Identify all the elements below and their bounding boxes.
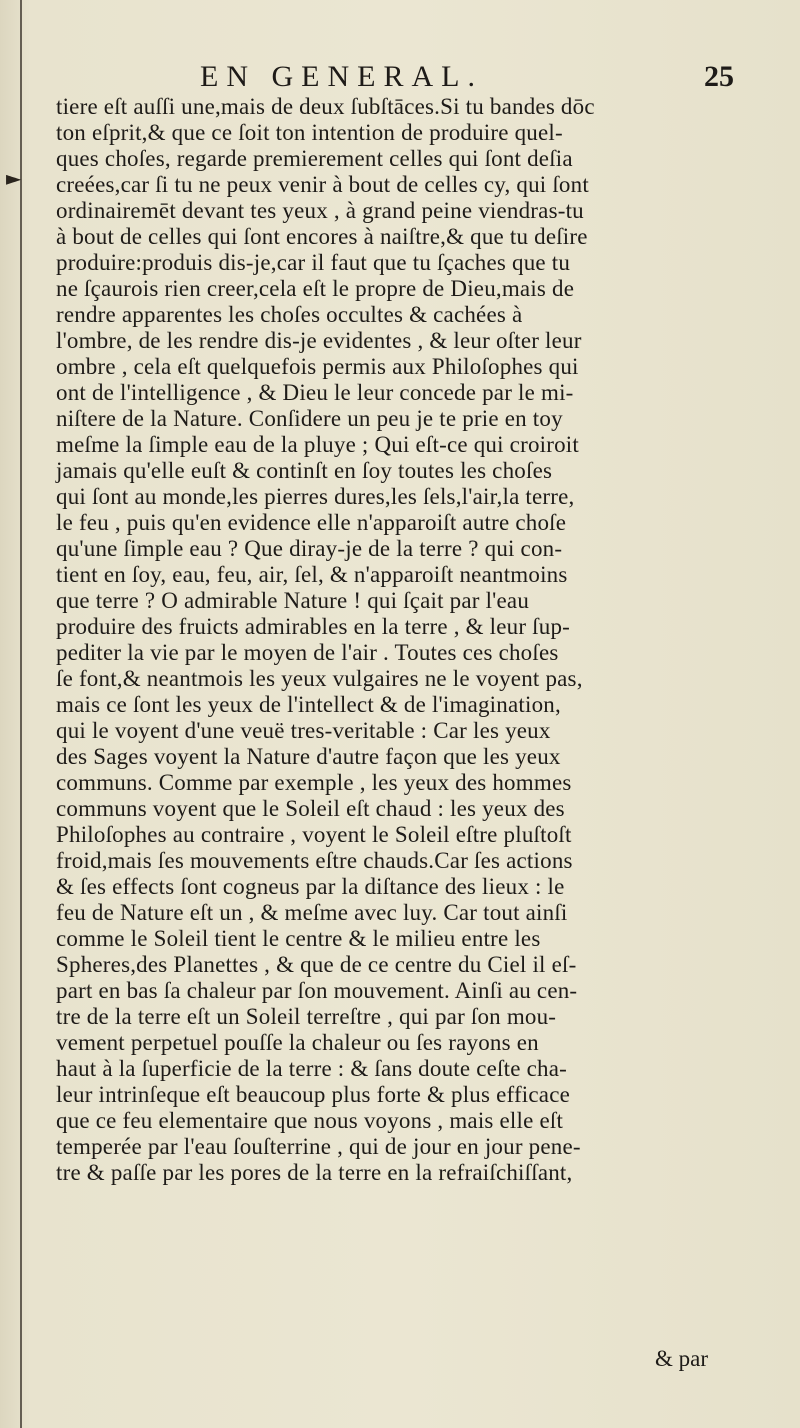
text-line: mais ce ſont les yeux de l'intellect & de l'imagination, — [56, 692, 561, 717]
text-line: produire:produis dis-je,car il faut que tu ſçaches que tu — [56, 250, 571, 275]
text-line: vement perpetuel pouſſe la chaleur ou ſes rayons en — [56, 1030, 539, 1055]
text-line: ques choſes, regarde premierement celles qui ſont deſia — [56, 146, 573, 171]
binding-edge — [20, 0, 22, 1428]
catchword: & par — [654, 1346, 708, 1371]
text-line: que terre ? O admirable Nature ! qui ſçait par l'eau — [56, 588, 530, 613]
text-line: ombre , cela eſt quelquefois permis aux Philoſophes qui — [56, 354, 579, 379]
text-line: meſme la ſimple eau de la pluye ; Qui eſt-ce qui croiroit — [56, 432, 579, 457]
text-line: que ce feu elementaire que nous voyons , mais elle eſt — [56, 1108, 564, 1133]
text-line: niſtere de la Nature. Conſidere un peu je te prie en toy — [56, 406, 563, 431]
page-number: 25 — [704, 60, 734, 93]
text-line: ont de l'intelligence , & Dieu le leur concede par le mi- — [56, 380, 574, 405]
text-line: ordinairemēt devant tes yeux , à grand peine viendras-tu — [56, 198, 584, 223]
text-line: comme le Soleil tient le centre & le milieu entre les — [56, 926, 541, 951]
margin-pointer-icon: ► — [6, 166, 22, 190]
text-line: communs. Comme par exemple , les yeux des hommes — [56, 770, 572, 795]
text-line: ne ſçaurois rien creer,cela eſt le propre de Dieu,mais de — [56, 276, 575, 301]
text-line: ſe font,& neantmois les yeux vulgaires ne le voyent pas, — [56, 666, 583, 691]
text-line: leur intrinſeque eſt beaucoup plus forte & plus efficace — [56, 1082, 571, 1107]
text-line: Spheres,des Planettes , & que de ce centre du Ciel il eſ- — [56, 952, 577, 977]
text-line: l'ombre, de les rendre dis-je evidentes , & leur oſter leur — [56, 328, 582, 353]
text-line: tient en ſoy, eau, feu, air, ſel, & n'apparoiſt neantmoins — [56, 562, 568, 587]
text-line: Philoſophes au contraire , voyent le Soleil eſtre pluſtoſt — [56, 822, 572, 847]
text-line: qui ſont au monde,les pierres dures,les ſels,l'air,la terre, — [56, 484, 575, 509]
text-line: qu'une ſimple eau ? Que diray-je de la terre ? qui con- — [56, 536, 563, 561]
text-line: communs voyent que le Soleil eſt chaud : les yeux des — [56, 796, 565, 821]
text-line: produire des fruicts admirables en la terre , & leur ſup- — [56, 614, 571, 639]
text-line: part en bas ſa chaleur par ſon mouvement. Ainſi au cen- — [56, 978, 578, 1003]
text-line: pediter la vie par le moyen de l'air . Toutes ces choſes — [56, 640, 559, 665]
text-line: rendre apparentes les choſes occultes & cachées à — [56, 302, 523, 327]
text-line: le feu , puis qu'en evidence elle n'apparoiſt autre choſe — [56, 510, 567, 535]
text-line: haut à la ſuperficie de la terre : & ſans doute ceſte cha- — [56, 1056, 567, 1081]
text-line: des Sages voyent la Nature d'autre façon que les yeux — [56, 744, 561, 769]
text-line: ton eſprit,& que ce ſoit ton intention de produire quel- — [56, 120, 563, 145]
text-line: feu de Nature eſt un , & meſme avec luy. Car tout ainſi — [56, 900, 568, 925]
text-line: jamais qu'elle euſt & continſt en ſoy toutes les choſes — [56, 458, 553, 483]
text-line: tiere eſt auſſi une,mais de deux ſubſtāces.Si tu bandes dōc — [56, 94, 595, 119]
text-line: tre de la terre eſt un Soleil terreſtre , qui par ſon mou- — [56, 1004, 557, 1029]
text-line: tre & paſſe par les pores de la terre en la refraiſchiſſant, — [56, 1160, 573, 1185]
body-text — [56, 94, 716, 1186]
text-line: à bout de celles qui ſont encores à naiſtre,& que tu deſire — [56, 224, 588, 249]
text-line: froid,mais ſes mouvements eſtre chauds.Car ſes actions — [56, 848, 573, 873]
text-line: creées,car ſi tu ne peux venir à bout de celles cy, qui ſont — [56, 172, 589, 197]
text-line: temperée par l'eau ſouſterrine , qui de jour en jour pene- — [56, 1134, 581, 1159]
running-title: EN GENERAL. — [200, 60, 483, 93]
text-line: & ſes effects ſont cogneus par la diſtance des lieux : le — [56, 874, 565, 899]
text-line: qui le voyent d'une veuë tres-veritable : Car les yeux — [56, 718, 551, 743]
